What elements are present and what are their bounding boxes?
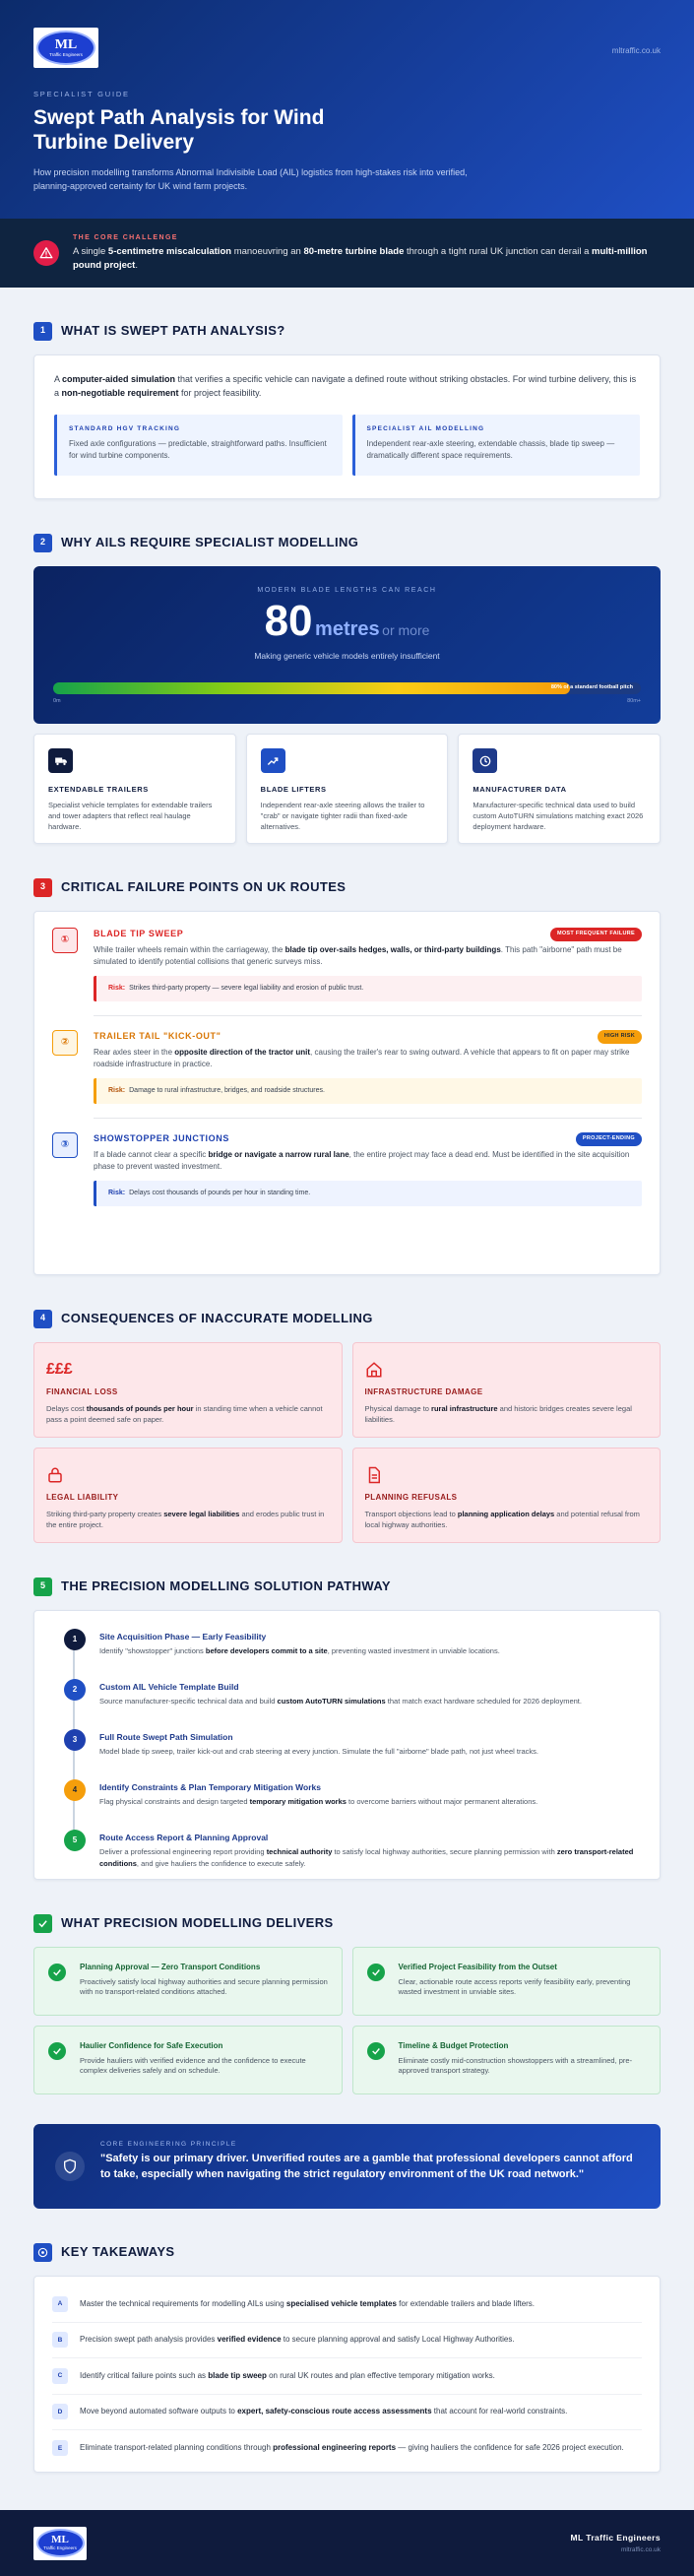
risk-note: Risk: Damage to rural infrastructure, bridges, and roadside structures. xyxy=(94,1078,642,1104)
page-footer xyxy=(0,2510,694,2576)
blade-number: 80 xyxy=(264,597,313,646)
section-key-takeaways xyxy=(0,2242,694,2473)
risk-note: Risk: Delays cost thousands of pounds per hour in standing time. xyxy=(94,1181,642,1206)
takeaway-letter: D xyxy=(52,2404,68,2419)
step-number: 1 xyxy=(64,1629,86,1650)
section-title: CONSEQUENCES OF INACCURATE MODELLING xyxy=(61,1310,373,1325)
clock-icon xyxy=(473,748,497,773)
takeaway-item xyxy=(52,2430,642,2467)
feature-manufacturer-data xyxy=(458,734,661,844)
feature-extendable-trailers xyxy=(33,734,236,844)
failure-title: SHOWSTOPPER JUNCTIONS xyxy=(94,1133,229,1144)
definition-text: A computer-aided simulation that verifies a specific vehicle can navigate a defined route without striking obstacles. For wind turbine delivery, this is a non-negotiable requirement for project feasibility. xyxy=(54,374,637,398)
bar-ticks xyxy=(53,698,641,706)
takeaway-letter: B xyxy=(52,2332,68,2348)
feature-title: BLADE LIFTERS xyxy=(260,785,327,794)
comparison-bar xyxy=(53,682,641,694)
hero-kicker: SPECIALIST GUIDE xyxy=(33,90,130,98)
pathway-step xyxy=(52,1830,642,1880)
divider xyxy=(94,1118,642,1119)
benefit-card xyxy=(33,2026,343,2094)
feature-text: Manufacturer-specific technical data used to build custom AutoTURN simulations matching exact 2026 deployment hardware. xyxy=(473,800,644,831)
takeaway-text: Precision swept path analysis provides verified evidence to secure planning approval and satisfy Local Highway Authorities. xyxy=(80,2335,515,2345)
severity-badge: PROJECT-ENDING xyxy=(576,1132,642,1146)
section-what-is-swept-path xyxy=(0,321,694,499)
failure-number: ② xyxy=(52,1030,78,1056)
consequence-title: INFRASTRUCTURE DAMAGE xyxy=(364,1387,483,1396)
consequence-title: PLANNING REFUSALS xyxy=(364,1493,458,1502)
blade-more: or more xyxy=(382,622,430,639)
step-number: 4 xyxy=(64,1779,86,1801)
section-title: THE PRECISION MODELLING SOLUTION PATHWAY xyxy=(61,1578,391,1593)
section-title: KEY TAKEAWAYS xyxy=(61,2243,175,2259)
benefit-card xyxy=(352,2026,662,2094)
severity-badge: MOST FREQUENT FAILURE xyxy=(550,928,642,941)
failure-number: ③ xyxy=(52,1132,78,1158)
footer-logo-oval xyxy=(36,2529,85,2557)
step-text: Flag physical constraints and design targeted temporary mitigation works to overcome barriers without major permanent alterations. xyxy=(99,1797,538,1807)
comparison-bar-fill xyxy=(53,682,570,694)
benefit-text: Clear, actionable route access reports verify feasibility early, preventing wasted investment in unviable sites. xyxy=(398,1976,631,1997)
section-solution-pathway xyxy=(0,1577,694,1880)
footer-logo[interactable] xyxy=(33,2527,87,2560)
blade-subtext: Making generic vehicle models entirely insufficient xyxy=(254,651,440,662)
definition-card xyxy=(33,354,661,499)
section-critical-failures xyxy=(0,877,694,1275)
benefit-text: Proactively satisfy local highway authorities and secure planning permission with no transport-related conditions attached. xyxy=(80,1976,328,1997)
pathway-step xyxy=(52,1729,642,1779)
track-standard-hgv xyxy=(54,415,343,476)
consequence-text: Physical damage to rural infrastructure and historic bridges creates severe legal liabilities. xyxy=(364,1403,632,1424)
blade-unit: metres xyxy=(315,618,380,641)
takeaway-item xyxy=(52,2358,642,2395)
truck-icon xyxy=(48,748,73,773)
track-label: STANDARD HGV TRACKING xyxy=(69,424,181,432)
step-number: 3 xyxy=(64,1729,86,1751)
section-title: WHAT PRECISION MODELLING DELIVERS xyxy=(61,1914,334,1930)
failure-points-card xyxy=(33,911,661,1275)
benefit-card xyxy=(33,1947,343,2016)
footer-url[interactable]: mltraffic.co.uk xyxy=(621,2545,661,2553)
benefit-card xyxy=(352,1947,662,2016)
section-number: 1 xyxy=(33,322,52,341)
section-title: WHAT IS SWEPT PATH ANALYSIS? xyxy=(61,322,285,338)
consequence-financial-loss xyxy=(33,1342,343,1438)
section-number: 2 xyxy=(33,534,52,552)
takeaways-card xyxy=(33,2276,661,2473)
takeaway-letter: A xyxy=(52,2296,68,2312)
section-delivers xyxy=(0,1913,694,2209)
pathway-step xyxy=(52,1629,642,1679)
feature-title: MANUFACTURER DATA xyxy=(473,785,567,794)
consequence-planning-refusals xyxy=(352,1448,662,1543)
consequence-text: Transport objections lead to planning application delays and potential refusal from local highway authorities. xyxy=(364,1509,640,1529)
step-text: Deliver a professional engineering report providing technical authority to satisfy local highway authorities, secure planning permission with zero transport-related conditions, and give hauliers the confidence to execute safely. xyxy=(99,1847,634,1868)
consequence-infrastructure-damage xyxy=(352,1342,662,1438)
feature-blade-lifters xyxy=(246,734,449,844)
failure-number: ① xyxy=(52,928,78,953)
trend-arrow-icon xyxy=(261,748,285,773)
step-title: Site Acquisition Phase — Early Feasibility xyxy=(99,1632,267,1642)
pathway-step xyxy=(52,1679,642,1729)
failure-title: BLADE TIP SWEEP xyxy=(94,929,184,939)
principle-quote: "Safety is our primary driver. Unverified routes are a gamble that professional developers cannot afford to take, especially when navigating the strict regulatory environment of the UK road network." xyxy=(100,2153,633,2180)
shield-icon xyxy=(55,2152,85,2181)
feature-title: EXTENDABLE TRAILERS xyxy=(48,785,149,794)
step-title: Custom AIL Vehicle Template Build xyxy=(99,1682,239,1692)
pathway-step xyxy=(52,1779,642,1830)
consequence-title: LEGAL LIABILITY xyxy=(46,1493,119,1502)
section-heading xyxy=(33,1913,661,1933)
section-why-ails xyxy=(0,533,694,844)
engineering-principle-callout xyxy=(33,2124,661,2209)
track-label: SPECIALIST AIL MODELLING xyxy=(366,424,485,432)
section-heading xyxy=(33,533,661,552)
failure-showstopper-junctions xyxy=(52,1132,642,1206)
blade-length-value xyxy=(33,597,661,646)
takeaway-item xyxy=(52,2286,642,2323)
document-icon xyxy=(365,1464,649,1486)
failure-blade-tip-sweep xyxy=(52,928,642,1001)
tracking-comparison xyxy=(54,415,640,476)
divider xyxy=(94,1015,642,1016)
takeaway-item xyxy=(52,2323,642,2359)
takeaway-text: Master the technical requirements for modelling AILs using specialised vehicle templates for extendable trailers and blade lifters. xyxy=(80,2298,536,2308)
blade-length-panel xyxy=(33,566,661,724)
failure-trailer-kick-out xyxy=(52,1030,642,1104)
section-heading xyxy=(33,877,661,897)
consequence-title: FINANCIAL LOSS xyxy=(46,1387,118,1396)
consequence-text: Delays cost thousands of pounds per hour in standing time when a vehicle cannot pass a point deemed safe on paper. xyxy=(46,1403,323,1424)
comparison-bar-label: 80% of a standard football pitch xyxy=(550,684,633,690)
step-title: Identify Constraints & Plan Temporary Mitigation Works xyxy=(99,1782,321,1792)
benefit-title: Timeline & Budget Protection xyxy=(398,2041,509,2050)
section-title: WHY AILS REQUIRE SPECIALIST MODELLING xyxy=(61,534,359,549)
benefit-title: Planning Approval — Zero Transport Conditions xyxy=(80,1963,261,1971)
blade-kicker: MODERN BLADE LENGTHS CAN REACH xyxy=(257,587,437,594)
track-text: Fixed axle configurations — predictable, straightforward paths. Insufficient for wind turbine components. xyxy=(69,439,327,460)
step-text: Identify "showstopper" junctions before developers commit to a site, preventing wasted investment in unviable locations. xyxy=(99,1646,500,1656)
takeaway-item xyxy=(52,2395,642,2431)
benefit-title: Haulier Confidence for Safe Execution xyxy=(80,2041,223,2050)
takeaway-text: Identify critical failure points such as blade tip sweep on rural UK routes and plan effective temporary mitigation works. xyxy=(80,2370,495,2380)
brand-logo[interactable] xyxy=(33,28,98,68)
pound-sign-icon: £££ xyxy=(46,1361,73,1379)
house-icon xyxy=(365,1359,649,1381)
track-specialist-ail xyxy=(352,415,641,476)
benefit-text: Provide hauliers with verified evidence and the confidence to execute complex deliveries safely and on schedule. xyxy=(80,2055,306,2076)
brand-logo-oval xyxy=(36,31,95,65)
core-challenge-banner xyxy=(0,219,694,288)
step-number: 2 xyxy=(64,1679,86,1701)
step-text: Model blade tip sweep, trailer kick-out and crab steering at every junction. Simulate the full "airborne" blade path, not just wheel tracks. xyxy=(99,1747,538,1757)
feature-cards xyxy=(33,734,661,844)
track-text: Independent rear-axle steering, extendable chassis, blade tip sweep — dramatically different space requirements. xyxy=(366,439,615,460)
logo-initials: ML xyxy=(51,2534,69,2546)
section-heading xyxy=(33,1577,661,1596)
section-number: 5 xyxy=(33,1578,52,1596)
takeaway-text: Eliminate transport-related planning conditions through professional engineering reports — giving hauliers the confidence for safe 2026 project execution. xyxy=(80,2443,624,2453)
check-circle-icon xyxy=(48,1964,66,1981)
header-url[interactable]: mltraffic.co.uk xyxy=(611,46,661,55)
consequence-legal-liability xyxy=(33,1448,343,1543)
feature-text: Specialist vehicle templates for extendable trailers and tower adapters that reflect real haulage hardware. xyxy=(48,800,213,831)
lock-icon xyxy=(46,1464,330,1486)
section-number: 4 xyxy=(33,1310,52,1328)
benefit-text: Eliminate costly mid-construction showstoppers with a streamlined, pre-approved transport strategy. xyxy=(398,2055,633,2076)
logo-initials: ML xyxy=(54,36,78,52)
hero-subtitle: How precision modelling transforms Abnormal Indivisible Load (AIL) logistics from high-stakes risk into verified, planning-approved certainty for UK wind farm projects. xyxy=(33,167,468,191)
tick-end: 80m+ xyxy=(627,698,641,704)
challenge-text: A single 5-centimetre miscalculation manoeuvring an 80-metre turbine blade through a tight rural UK junction can derail a multi-million pound project. xyxy=(73,246,648,272)
severity-badge: HIGH RISK xyxy=(598,1030,642,1044)
takeaway-letter: C xyxy=(52,2368,68,2384)
principle-kicker: CORE ENGINEERING PRINCIPLE xyxy=(100,2141,237,2148)
step-number: 5 xyxy=(64,1830,86,1851)
takeaway-text: Move beyond automated software outputs to expert, safety-conscious route access assessments that account for real-world constraints. xyxy=(80,2407,568,2416)
section-consequences xyxy=(0,1309,694,1543)
check-circle-icon xyxy=(367,2042,385,2060)
target-icon xyxy=(33,2243,52,2262)
logo-name: Traffic Engineers xyxy=(49,51,83,57)
check-icon xyxy=(33,1914,52,1933)
benefit-title: Verified Project Feasibility from the Outset xyxy=(398,1963,557,1971)
hero-banner xyxy=(0,0,694,219)
footer-brand-name: ML Traffic Engineers xyxy=(570,2532,661,2543)
failure-description: While trailer wheels remain within the carriageway, the blade tip over-sails hedges, walls, or third-party buildings. This path "airborne" path must be simulated to identify potential collisions that generic surveys miss. xyxy=(94,944,622,966)
section-title: CRITICAL FAILURE POINTS ON UK ROUTES xyxy=(61,878,347,894)
step-title: Route Access Report & Planning Approval xyxy=(99,1833,269,1842)
section-heading xyxy=(33,2242,661,2262)
check-circle-icon xyxy=(48,2042,66,2060)
risk-note: Risk: Strikes third-party property — severe legal liability and erosion of public trust. xyxy=(94,976,642,1001)
step-text: Source manufacturer-specific technical data and build custom AutoTURN simulations that match exact hardware scheduled for 2026 deployment. xyxy=(99,1697,582,1707)
check-circle-icon xyxy=(367,1964,385,1981)
page-title: Swept Path Analysis for Wind Turbine Delivery xyxy=(33,105,325,154)
pathway-card xyxy=(33,1610,661,1880)
failure-description: If a blade cannot clear a specific bridge or navigate a narrow rural lane, the entire project may face a dead end. Must be identified in the site acquisition phase to prevent wasted investment. xyxy=(94,1149,630,1171)
warning-icon xyxy=(33,240,59,266)
feature-text: Independent rear-axle steering allows the trailer to "crab" or navigate tighter radii than fixed-axle alternatives. xyxy=(260,800,425,831)
benefits-grid xyxy=(33,1947,661,2094)
challenge-kicker: THE CORE CHALLENGE xyxy=(73,234,178,242)
section-heading xyxy=(33,1309,661,1328)
takeaway-letter: E xyxy=(52,2440,68,2456)
section-number: 3 xyxy=(33,878,52,897)
logo-name: Traffic Engineers xyxy=(43,2545,77,2551)
section-heading xyxy=(33,321,661,341)
consequence-grid xyxy=(33,1342,661,1543)
consequence-text: Striking third-party property creates severe legal liabilities and erodes public trust in the entire project. xyxy=(46,1509,325,1529)
failure-title: TRAILER TAIL "KICK-OUT" xyxy=(94,1031,221,1042)
step-title: Full Route Swept Path Simulation xyxy=(99,1732,233,1742)
failure-description: Rear axles steer in the opposite direction of the tractor unit, causing the trailer's rear to swing outward. A vehicle that appears to fit on paper may strike roadside infrastructure in practice. xyxy=(94,1047,630,1068)
tick-start: 0m xyxy=(53,698,61,704)
